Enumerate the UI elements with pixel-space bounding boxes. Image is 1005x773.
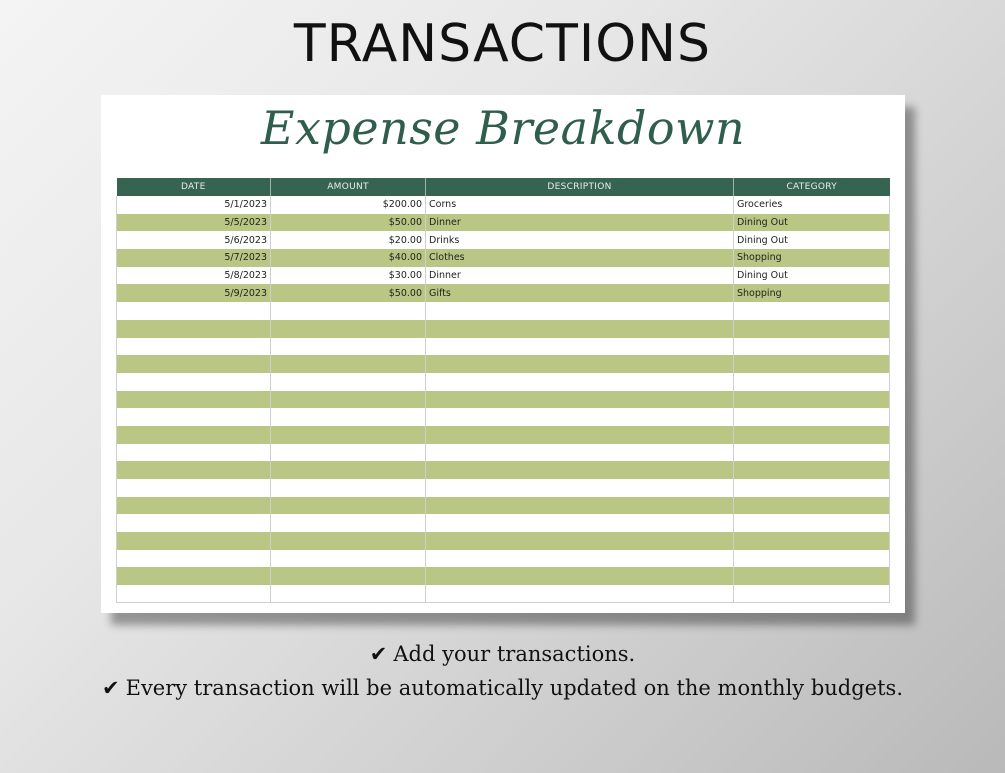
- cell-category[interactable]: [734, 567, 890, 585]
- cell-date[interactable]: [117, 338, 271, 356]
- table-row: [117, 196, 890, 214]
- table-row: [117, 426, 890, 444]
- table-row: [117, 214, 890, 232]
- cell-category[interactable]: [734, 391, 890, 409]
- cell-category[interactable]: [734, 426, 890, 444]
- cell-description[interactable]: [426, 479, 734, 497]
- cell-date[interactable]: [117, 497, 271, 515]
- cell-date[interactable]: 5/1/2023: [117, 196, 271, 214]
- cell-amount[interactable]: [271, 426, 426, 444]
- table-row: [117, 408, 890, 426]
- cell-description[interactable]: Corns: [426, 196, 734, 214]
- table-header-row: [117, 178, 890, 196]
- cell-amount[interactable]: [271, 532, 426, 550]
- cell-description[interactable]: [426, 302, 734, 320]
- cell-amount[interactable]: $50.00: [271, 214, 426, 232]
- cell-amount[interactable]: [271, 355, 426, 373]
- table-row: [117, 514, 890, 532]
- cell-amount[interactable]: [271, 444, 426, 462]
- table-row: [117, 267, 890, 285]
- cell-amount[interactable]: [271, 302, 426, 320]
- check-icon: ✔: [369, 642, 388, 666]
- cell-amount[interactable]: [271, 373, 426, 391]
- cell-amount[interactable]: [271, 461, 426, 479]
- cell-amount[interactable]: [271, 338, 426, 356]
- column-header-description[interactable]: DESCRIPTION: [426, 178, 734, 196]
- cell-amount[interactable]: $50.00: [271, 284, 426, 302]
- cell-date[interactable]: [117, 532, 271, 550]
- table-row: [117, 373, 890, 391]
- cell-date[interactable]: 5/6/2023: [117, 231, 271, 249]
- cell-date[interactable]: [117, 550, 271, 568]
- table-row: [117, 461, 890, 479]
- table-row: [117, 497, 890, 515]
- cell-date[interactable]: [117, 514, 271, 532]
- table-row: [117, 532, 890, 550]
- cell-description[interactable]: [426, 514, 734, 532]
- cell-category[interactable]: [734, 461, 890, 479]
- table-row: [117, 567, 890, 585]
- table-row: [117, 479, 890, 497]
- check-icon: ✔: [102, 676, 120, 700]
- cell-description[interactable]: Drinks: [426, 231, 734, 249]
- cell-category[interactable]: [734, 514, 890, 532]
- cell-category[interactable]: [734, 497, 890, 515]
- table-row: [117, 444, 890, 462]
- cell-description[interactable]: [426, 355, 734, 373]
- cell-date[interactable]: 5/8/2023: [117, 267, 271, 285]
- cell-date[interactable]: [117, 426, 271, 444]
- table-row: [117, 231, 890, 249]
- cell-category[interactable]: [734, 355, 890, 373]
- cell-date[interactable]: [117, 408, 271, 426]
- cell-date[interactable]: [117, 461, 271, 479]
- cell-description[interactable]: [426, 585, 734, 603]
- cell-description[interactable]: Dinner: [426, 267, 734, 285]
- cell-description[interactable]: Gifts: [426, 284, 734, 302]
- sheet-title: Expense Breakdown: [260, 101, 746, 155]
- transactions-table: [116, 178, 890, 603]
- cell-amount[interactable]: [271, 550, 426, 568]
- cell-category[interactable]: Dining Out: [734, 214, 890, 232]
- expense-sheet: [101, 95, 905, 613]
- cell-description[interactable]: [426, 532, 734, 550]
- table-row: [117, 550, 890, 568]
- cell-amount[interactable]: [271, 320, 426, 338]
- table-row: [117, 355, 890, 373]
- cell-amount[interactable]: [271, 567, 426, 585]
- cell-category[interactable]: [734, 479, 890, 497]
- cell-date[interactable]: [117, 479, 271, 497]
- column-header-date[interactable]: DATE: [117, 178, 271, 196]
- cell-amount[interactable]: [271, 391, 426, 409]
- note-add-transactions: [0, 642, 1005, 666]
- cell-description[interactable]: [426, 497, 734, 515]
- cell-category[interactable]: Groceries: [734, 196, 890, 214]
- cell-category[interactable]: Shopping: [734, 249, 890, 267]
- cell-date[interactable]: 5/5/2023: [117, 214, 271, 232]
- cell-description[interactable]: [426, 408, 734, 426]
- table-row: [117, 249, 890, 267]
- note-text: Every transaction will be automatically updated on the monthly budgets.: [125, 676, 903, 700]
- table-row: [117, 320, 890, 338]
- table-row: [117, 391, 890, 409]
- cell-description[interactable]: [426, 391, 734, 409]
- cell-amount[interactable]: $200.00: [271, 196, 426, 214]
- cell-description[interactable]: [426, 461, 734, 479]
- cell-date[interactable]: [117, 320, 271, 338]
- cell-date[interactable]: 5/7/2023: [117, 249, 271, 267]
- cell-description[interactable]: [426, 373, 734, 391]
- cell-description[interactable]: [426, 426, 734, 444]
- table-row: [117, 284, 890, 302]
- cell-description[interactable]: Clothes: [426, 249, 734, 267]
- note-auto-update: [0, 676, 1005, 700]
- cell-description[interactable]: [426, 567, 734, 585]
- cell-category[interactable]: Shopping: [734, 284, 890, 302]
- cell-category[interactable]: [734, 532, 890, 550]
- cell-date[interactable]: [117, 391, 271, 409]
- table-row: [117, 338, 890, 356]
- cell-amount[interactable]: [271, 514, 426, 532]
- cell-category[interactable]: [734, 550, 890, 568]
- cell-amount[interactable]: [271, 585, 426, 603]
- cell-amount[interactable]: [271, 497, 426, 515]
- cell-category[interactable]: [734, 444, 890, 462]
- cell-category[interactable]: [734, 320, 890, 338]
- cell-date[interactable]: [117, 444, 271, 462]
- cell-date[interactable]: [117, 567, 271, 585]
- column-header-amount[interactable]: AMOUNT: [271, 178, 426, 196]
- cell-amount[interactable]: [271, 408, 426, 426]
- cell-category[interactable]: [734, 408, 890, 426]
- cell-category[interactable]: [734, 373, 890, 391]
- cell-category[interactable]: Dining Out: [734, 267, 890, 285]
- column-header-category[interactable]: CATEGORY: [734, 178, 890, 196]
- cell-description[interactable]: [426, 550, 734, 568]
- table-row: [117, 585, 890, 603]
- cell-amount[interactable]: $30.00: [271, 267, 426, 285]
- cell-amount[interactable]: $20.00: [271, 231, 426, 249]
- cell-category[interactable]: [734, 338, 890, 356]
- cell-description[interactable]: [426, 338, 734, 356]
- table-row: [117, 302, 890, 320]
- cell-description[interactable]: [426, 320, 734, 338]
- cell-date[interactable]: [117, 302, 271, 320]
- cell-date[interactable]: [117, 355, 271, 373]
- page-title: TRANSACTIONS: [293, 14, 712, 74]
- cell-category[interactable]: [734, 302, 890, 320]
- cell-amount[interactable]: $40.00: [271, 249, 426, 267]
- cell-date[interactable]: [117, 373, 271, 391]
- cell-date[interactable]: [117, 585, 271, 603]
- cell-category[interactable]: Dining Out: [734, 231, 890, 249]
- note-text: Add your transactions.: [393, 642, 636, 666]
- cell-amount[interactable]: [271, 479, 426, 497]
- cell-description[interactable]: Dinner: [426, 214, 734, 232]
- cell-date[interactable]: 5/9/2023: [117, 284, 271, 302]
- cell-category[interactable]: [734, 585, 890, 603]
- cell-description[interactable]: [426, 444, 734, 462]
